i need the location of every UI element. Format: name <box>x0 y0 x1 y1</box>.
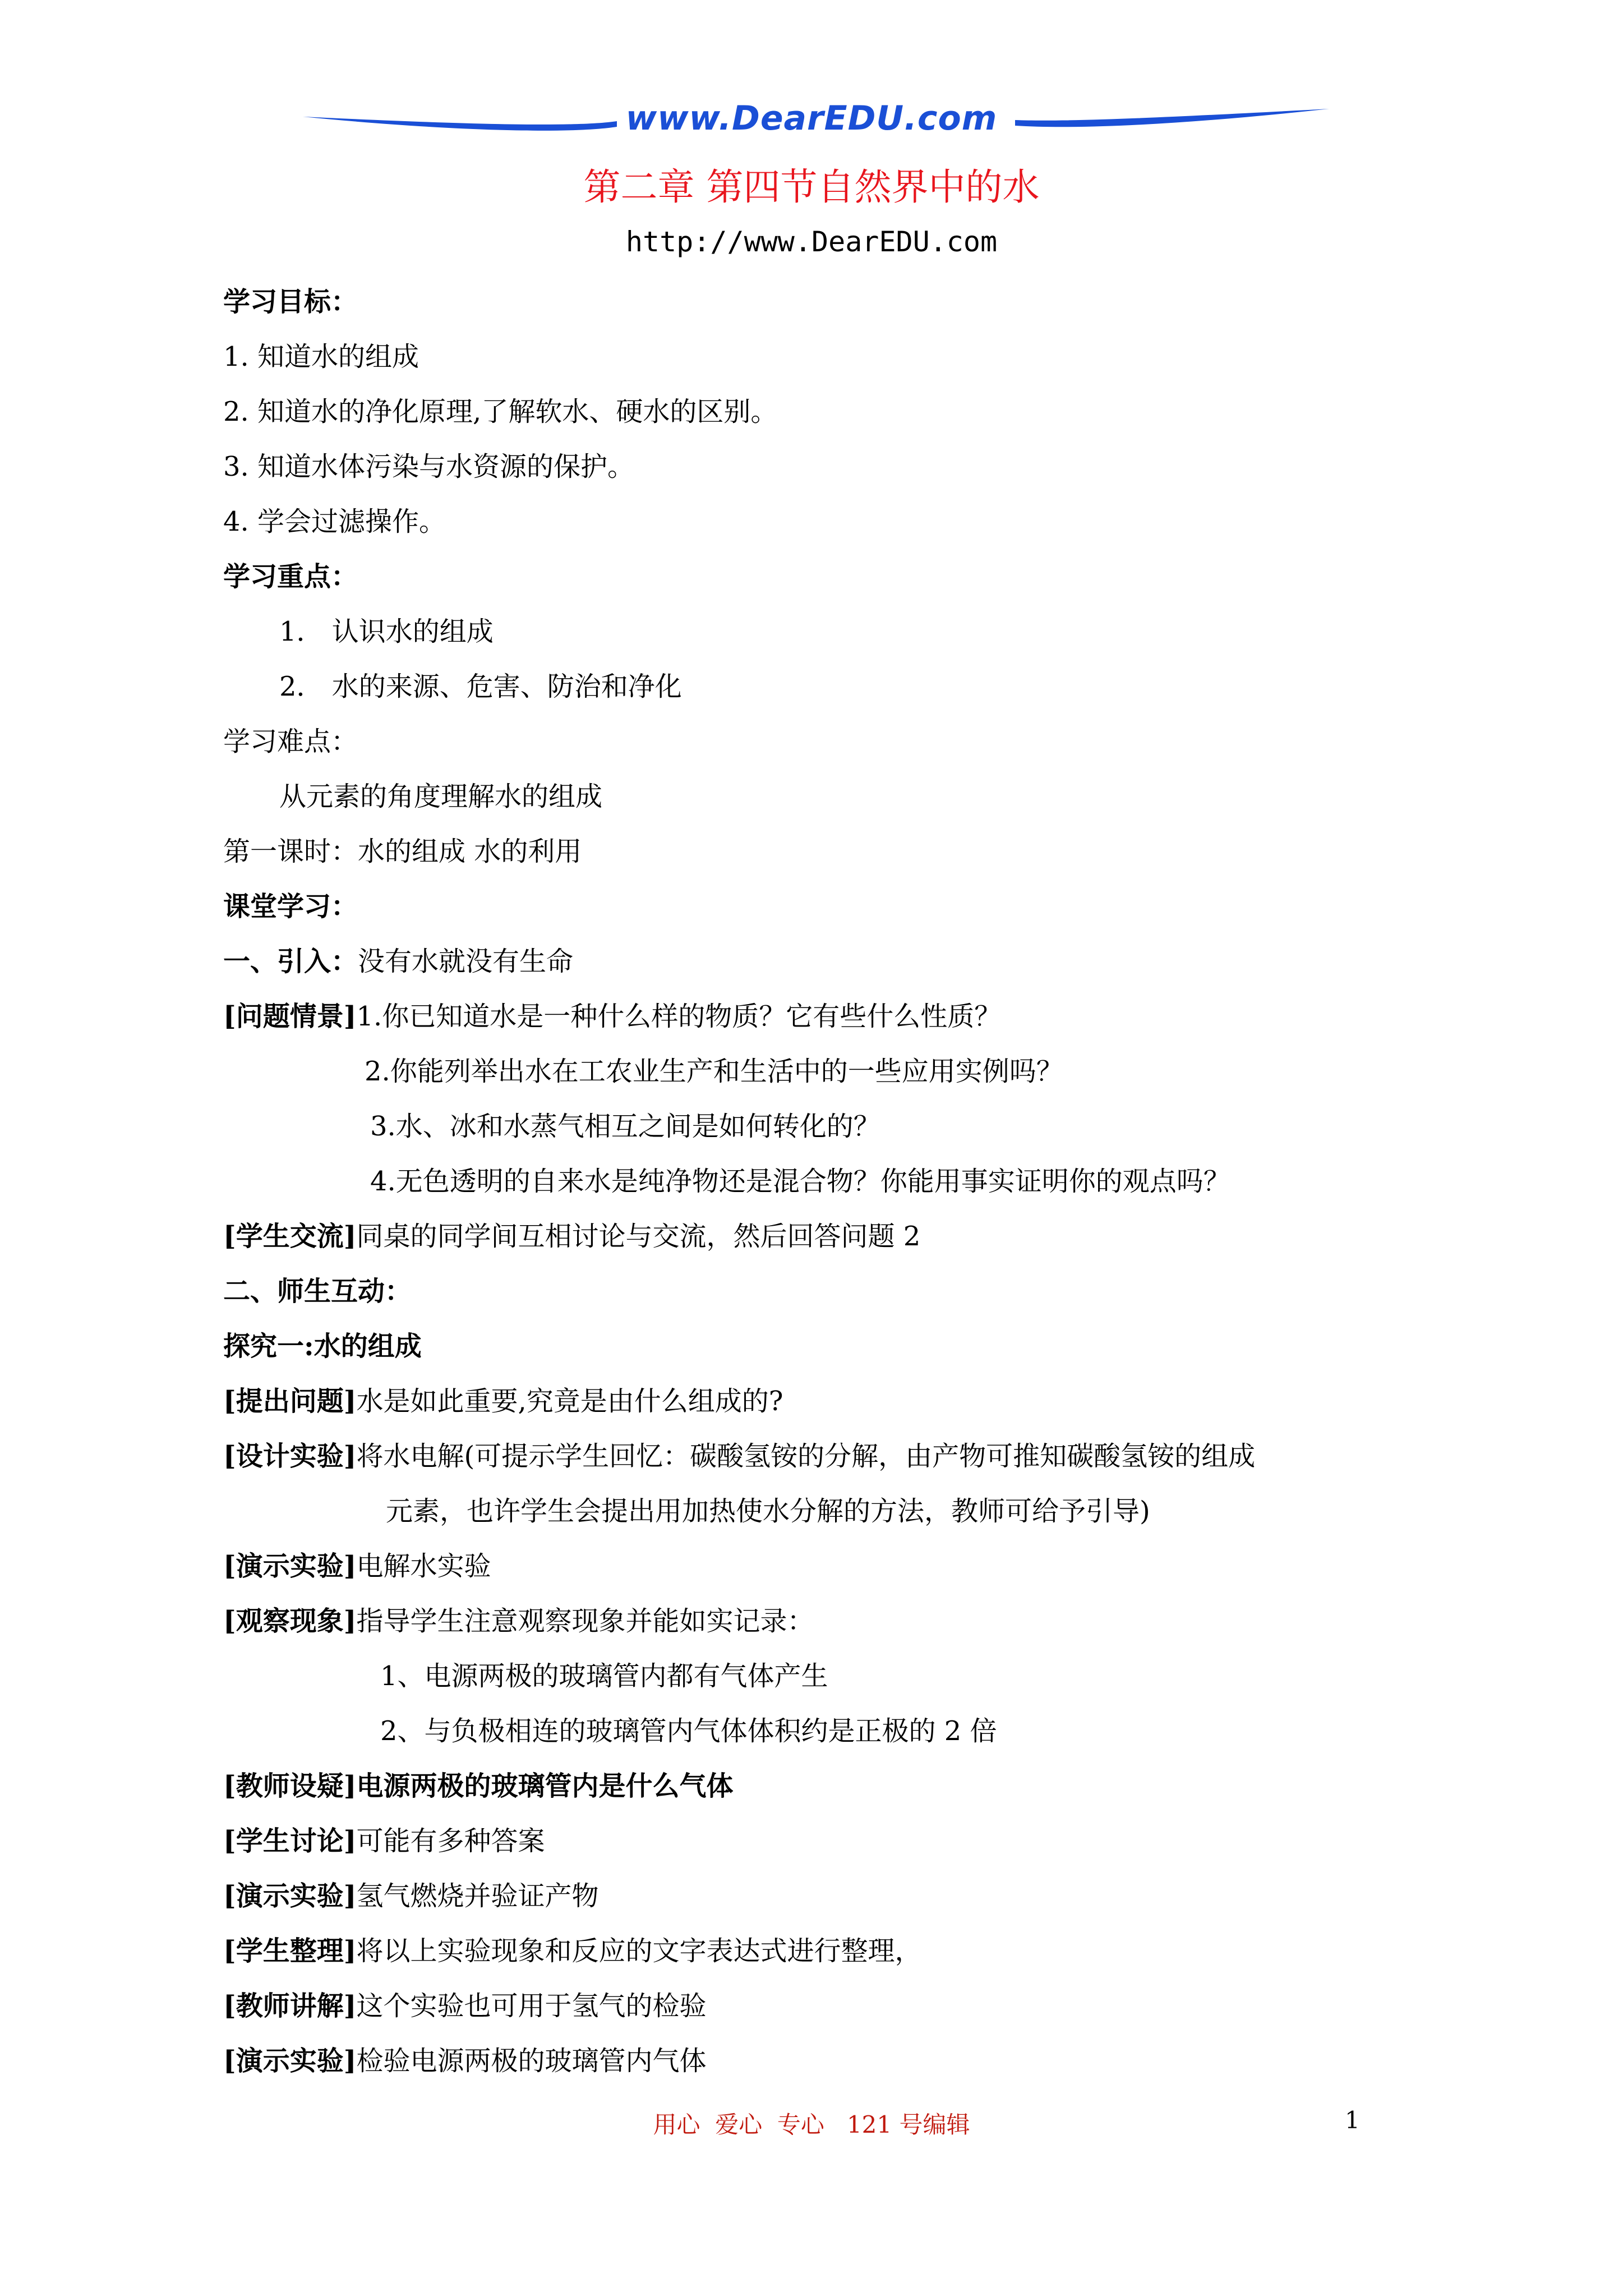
question-text: 1.你已知道水是一种什么样的物质？它有些什么性质？ <box>356 1001 1002 1032</box>
observe-text: 指导学生注意观察现象并能如实记录： <box>356 1605 814 1637</box>
demo-experiment-text: 电解水实验 <box>356 1550 491 1582</box>
section-heading-objectives: 学习目标： <box>223 286 358 318</box>
difficulty-item: 从元素的角度理解水的组成 <box>279 781 603 812</box>
student-discussion-text: 可能有多种答案 <box>356 1825 545 1857</box>
intro-label: 一、引入： <box>223 946 358 977</box>
design-experiment-text: 将水电解(可提示学生回忆：碳酸氢铵的分解，由产物可推知碳酸氢铵的组成 <box>356 1441 1256 1472</box>
raise-question-text: 水是如此重要,究竟是由什么组成的? <box>356 1386 783 1417</box>
tag-label: [演示实验] <box>223 1550 357 1582</box>
teacher-question-line <box>223 1769 733 1803</box>
intro-line <box>223 945 573 978</box>
tag-label: [观察现象] <box>223 1605 357 1637</box>
demo-experiment-line <box>223 1879 598 1913</box>
objective-item: 4. 学会过滤操作。 <box>223 506 446 537</box>
footer-motto-text: 用心 爱心 专心 121 号编辑 <box>653 2111 970 2138</box>
question-item: 2.你能列举出水在工农业生产和生活中的一些应用实例吗？ <box>365 1056 1063 1087</box>
tag-label: [学生讨论] <box>223 1825 357 1857</box>
section-heading-difficulty: 学习难点： <box>223 726 358 757</box>
exchange-line <box>223 1220 920 1253</box>
question-item: 4.无色透明的自来水是纯净物还是混合物？你能用事实证明你的观点吗？ <box>370 1166 1230 1197</box>
section-heading-interaction: 二、师生互动： <box>223 1276 412 1307</box>
inquiry-heading: 探究一:水的组成 <box>223 1331 422 1362</box>
observe-line <box>223 1604 814 1638</box>
demo-experiment-line <box>223 1549 491 1583</box>
objective-item: 1. 知道水的组成 <box>223 341 419 372</box>
tag-label: [教师讲解] <box>223 1990 357 2022</box>
tag-label: [设计实验] <box>223 1441 357 1472</box>
raise-question-line <box>223 1384 783 1418</box>
student-organize-line <box>223 1934 921 1968</box>
design-experiment-continuation: 元素，也许学生会提出用加热使水分解的方法，教师可给予引导) <box>386 1496 1150 1527</box>
observation-item: 1、电源两极的玻璃管内都有气体产生 <box>380 1660 828 1692</box>
tag-label: [问题情景] <box>223 1001 357 1032</box>
design-experiment-line <box>223 1439 1255 1473</box>
intro-text: 没有水就没有生命 <box>358 946 574 977</box>
student-discussion-line <box>223 1824 545 1858</box>
question-item: 3.水、冰和水蒸气相互之间是如何转化的？ <box>370 1111 880 1142</box>
site-logo-text: www.DearEDU.com <box>625 99 998 138</box>
objective-item: 3. 知道水体污染与水资源的保护。 <box>223 451 635 482</box>
objective-item: 2. 知道水的净化原理,了解软水、硬水的区别。 <box>223 396 778 427</box>
teacher-question-text: 电源两极的玻璃管内是什么气体 <box>356 1770 734 1802</box>
footer-motto <box>0 2106 1623 2140</box>
student-organize-text: 将以上实验现象和反应的文字表达式进行整理， <box>356 1935 922 1967</box>
demo-experiment-line <box>223 2044 706 2078</box>
page-number: 1 <box>1345 2106 1360 2134</box>
tag-label: [演示实验] <box>223 2045 357 2077</box>
teacher-explain-text: 这个实验也可用于氢气的检验 <box>356 1990 707 2022</box>
source-url[interactable]: http://www.DearEDU.com <box>625 226 998 258</box>
section-heading-key-points: 学习重点： <box>223 561 358 592</box>
tag-label: [学生交流] <box>223 1221 357 1252</box>
exchange-text: 同桌的同学间互相讨论与交流，然后回答问题 2 <box>356 1221 921 1252</box>
tag-label: [教师设疑] <box>223 1770 357 1802</box>
problem-line <box>223 1000 1001 1033</box>
tag-label: [学生整理] <box>223 1935 357 1967</box>
section-heading-classroom: 课堂学习： <box>223 891 358 922</box>
lesson-label: 第一课时：水的组成 水的利用 <box>223 836 582 867</box>
key-point-item: 1． 认识水的组成 <box>279 616 494 647</box>
tag-label: [提出问题] <box>223 1386 357 1417</box>
teacher-explain-line <box>223 1989 706 2023</box>
demo-experiment-text: 检验电源两极的玻璃管内气体 <box>356 2045 707 2077</box>
observation-item: 2、与负极相连的玻璃管内气体体积约是正极的 2 倍 <box>380 1715 997 1747</box>
key-point-item: 2． 水的来源、危害、防治和净化 <box>279 671 682 702</box>
tag-label: [演示实验] <box>223 1880 357 1912</box>
page-title: 第二章 第四节自然界中的水 <box>583 165 1040 209</box>
demo-experiment-text: 氢气燃烧并验证产物 <box>356 1880 599 1912</box>
